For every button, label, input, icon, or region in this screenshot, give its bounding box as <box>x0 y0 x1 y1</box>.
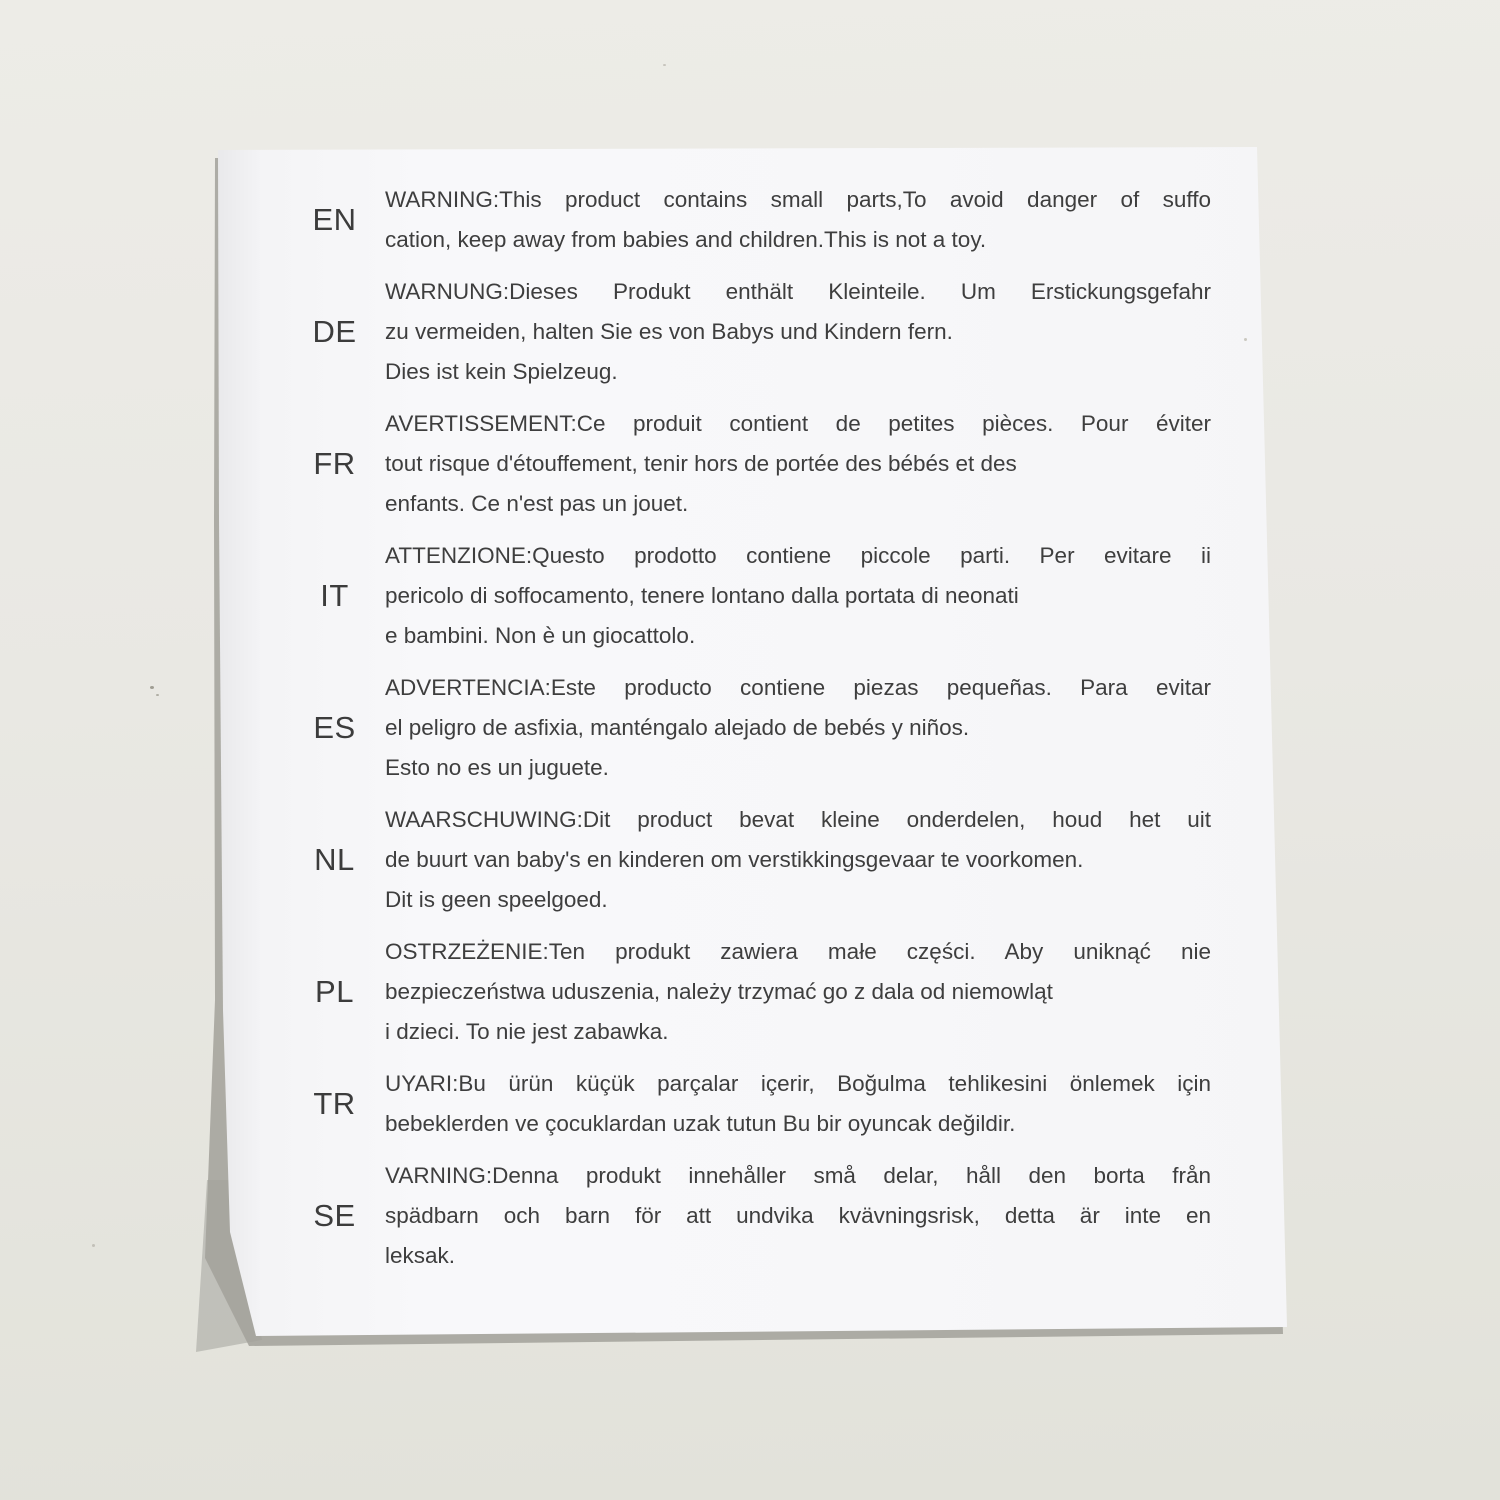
warning-line: i dzieci. To nie jest zabawka. <box>385 1019 669 1044</box>
warning-line: leksak. <box>385 1243 456 1268</box>
warning-section-it <box>218 536 1259 656</box>
language-code-label: TR <box>313 1086 356 1121</box>
warning-line: bezpieczeństwa uduszenia, należy trzymać go z dala od niemowląt <box>385 979 1053 1004</box>
warning-line: WAARSCHUWING:Dit product bevat kleine onderdelen, houd het uit <box>385 807 1211 832</box>
warning-line: ATTENZIONE:Questo prodotto contiene piccole parti. Per evitare ii <box>385 543 1211 568</box>
warning-line: enfants. Ce n'est pas un jouet. <box>385 491 689 516</box>
warning-line: cation, keep away from babies and children.This is not a toy. <box>385 227 987 252</box>
warning-line: de buurt van baby's en kinderen om verstikkingsgevaar te voorkomen. <box>385 847 1084 872</box>
dust-speck <box>150 686 154 689</box>
warning-line: e bambini. Non è un giocattolo. <box>385 623 696 648</box>
language-code-label: EN <box>312 202 357 237</box>
warning-line: Dies ist kein Spielzeug. <box>385 359 618 384</box>
warning-section-tr <box>218 1064 1259 1144</box>
warning-line: WARNING:This product contains small parts,To avoid danger of suffo <box>385 187 1211 212</box>
warning-section-se <box>218 1156 1259 1276</box>
warning-line: Esto no es un juguete. <box>385 755 609 780</box>
dust-speck <box>156 694 159 696</box>
warning-section-fr <box>218 404 1259 524</box>
warning-line: pericolo di soffocamento, tenere lontano dalla portata di neonati <box>385 583 1019 608</box>
language-code-label: ES <box>313 710 356 745</box>
warning-section-de <box>218 272 1259 392</box>
warning-line: UYARI:Bu ürün küçük parçalar içerir, Boğulma tehlikesini önlemek için <box>385 1071 1211 1096</box>
warning-line: AVERTISSEMENT:Ce produit contient de petites pièces. Pour éviter <box>385 411 1211 436</box>
warning-section-en <box>218 180 1259 260</box>
warning-line: zu vermeiden, halten Sie es von Babys und Kindern fern. <box>385 319 953 344</box>
warning-section-nl <box>218 800 1259 920</box>
warning-line: el peligro de asfixia, manténgalo alejado de bebés y niños. <box>385 715 970 740</box>
warning-label-text <box>218 150 1259 1288</box>
warning-line: OSTRZEŻENIE:Ten produkt zawiera małe części. Aby uniknąć nie <box>385 939 1211 964</box>
dust-speck <box>663 64 666 66</box>
language-code-label: SE <box>313 1198 356 1233</box>
warning-line: bebeklerden ve çocuklardan uzak tutun Bu bir oyuncak değildir. <box>385 1111 1016 1136</box>
language-code-label: NL <box>314 842 355 877</box>
warning-line: spädbarn och barn för att undvika kvävningsrisk, detta är inte en <box>385 1203 1211 1228</box>
language-code-label: IT <box>320 578 349 613</box>
warning-line: tout risque d'étouffement, tenir hors de portée des bébés et des <box>385 451 1017 476</box>
warning-section-pl <box>218 932 1259 1052</box>
warning-line: ADVERTENCIA:Este producto contiene piezas pequeñas. Para evitar <box>385 675 1211 700</box>
language-code-label: FR <box>313 446 356 481</box>
language-code-label: DE <box>312 314 357 349</box>
warning-line: VARNING:Denna produkt innehåller små delar, håll den borta från <box>385 1163 1211 1188</box>
warning-line: WARNUNG:Dieses Produkt enthält Kleinteile. Um Erstickungsgefahr <box>385 279 1211 304</box>
dust-speck <box>92 1244 95 1247</box>
language-code-label: PL <box>315 974 354 1009</box>
warning-section-es <box>218 668 1259 788</box>
warning-line: Dit is geen speelgoed. <box>385 887 608 912</box>
